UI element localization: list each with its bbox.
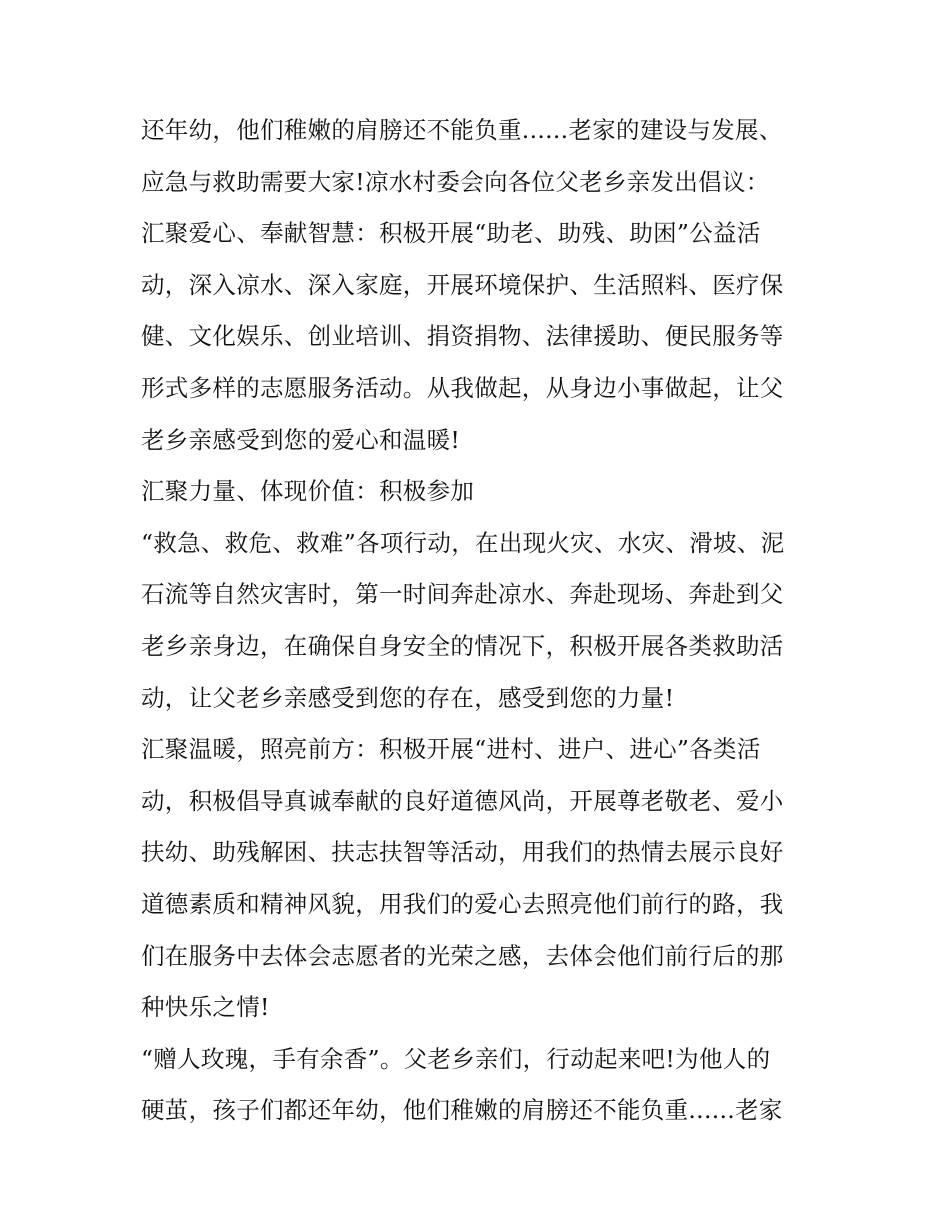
text-line: 还年幼，他们稚嫩的肩膀还不能负重......老家的建设与发展、 <box>141 116 783 144</box>
text-line: 动，积极倡导真诚奉献的良好道德风尚，开展尊老敬老、爱小 <box>141 786 784 815</box>
text-line: “救急、救危、救难”各项行动，在出现火灾、水灾、滑坡、泥 <box>141 528 785 557</box>
text-line: 老乡亲感受到您的爱心和温暖! <box>141 425 461 454</box>
text-line: 种快乐之情! <box>141 993 270 1022</box>
text-line: 道德素质和精神风貌，用我们的爱心去照亮他们前行的路，我 <box>141 889 784 918</box>
text-line: 石流等自然灾害时，第一时间奔赴凉水、奔赴现场、奔赴到父 <box>141 580 784 609</box>
text-line: 汇聚爱心、奉献智慧：积极开展“助老、助残、助困”公益活 <box>141 219 761 248</box>
text-line: 应急与救助需要大家!凉水村委会向各位父老乡亲发出倡议： <box>141 167 770 196</box>
text-line: 老乡亲身边，在确保自身安全的情况下，积极开展各类救助活 <box>141 631 784 660</box>
text-line: 汇聚力量、体现价值：积极参加 <box>141 477 475 506</box>
text-line: 动，让父老乡亲感受到您的存在，感受到您的力量! <box>141 683 675 712</box>
text-line: 汇聚温暖，照亮前方：积极开展“进村、进户、进心”各类活 <box>141 735 761 764</box>
text-line: 硬茧，孩子们都还年幼，他们稚嫩的肩膀还不能负重......老家 <box>141 1096 783 1125</box>
text-line: 扶幼、助残解困、扶志扶智等活动，用我们的热情去展示良好 <box>141 838 784 867</box>
text-line: 动，深入凉水、深入家庭，开展环境保护、生活照料、医疗保 <box>141 270 784 299</box>
text-line: “赠人玫瑰，手有余香”。父老乡亲们，行动起来吧!为他人的 <box>141 1044 771 1073</box>
text-line: 形式多样的志愿服务活动。从我做起，从身边小事做起，让父 <box>141 373 784 402</box>
text-line: 健、文化娱乐、创业培训、捐资捐物、法律援助、便民服务等 <box>141 322 784 351</box>
document-body <box>141 105 821 1137</box>
text-line: 们在服务中去体会志愿者的光荣之感，去体会他们前行后的那 <box>141 941 784 970</box>
